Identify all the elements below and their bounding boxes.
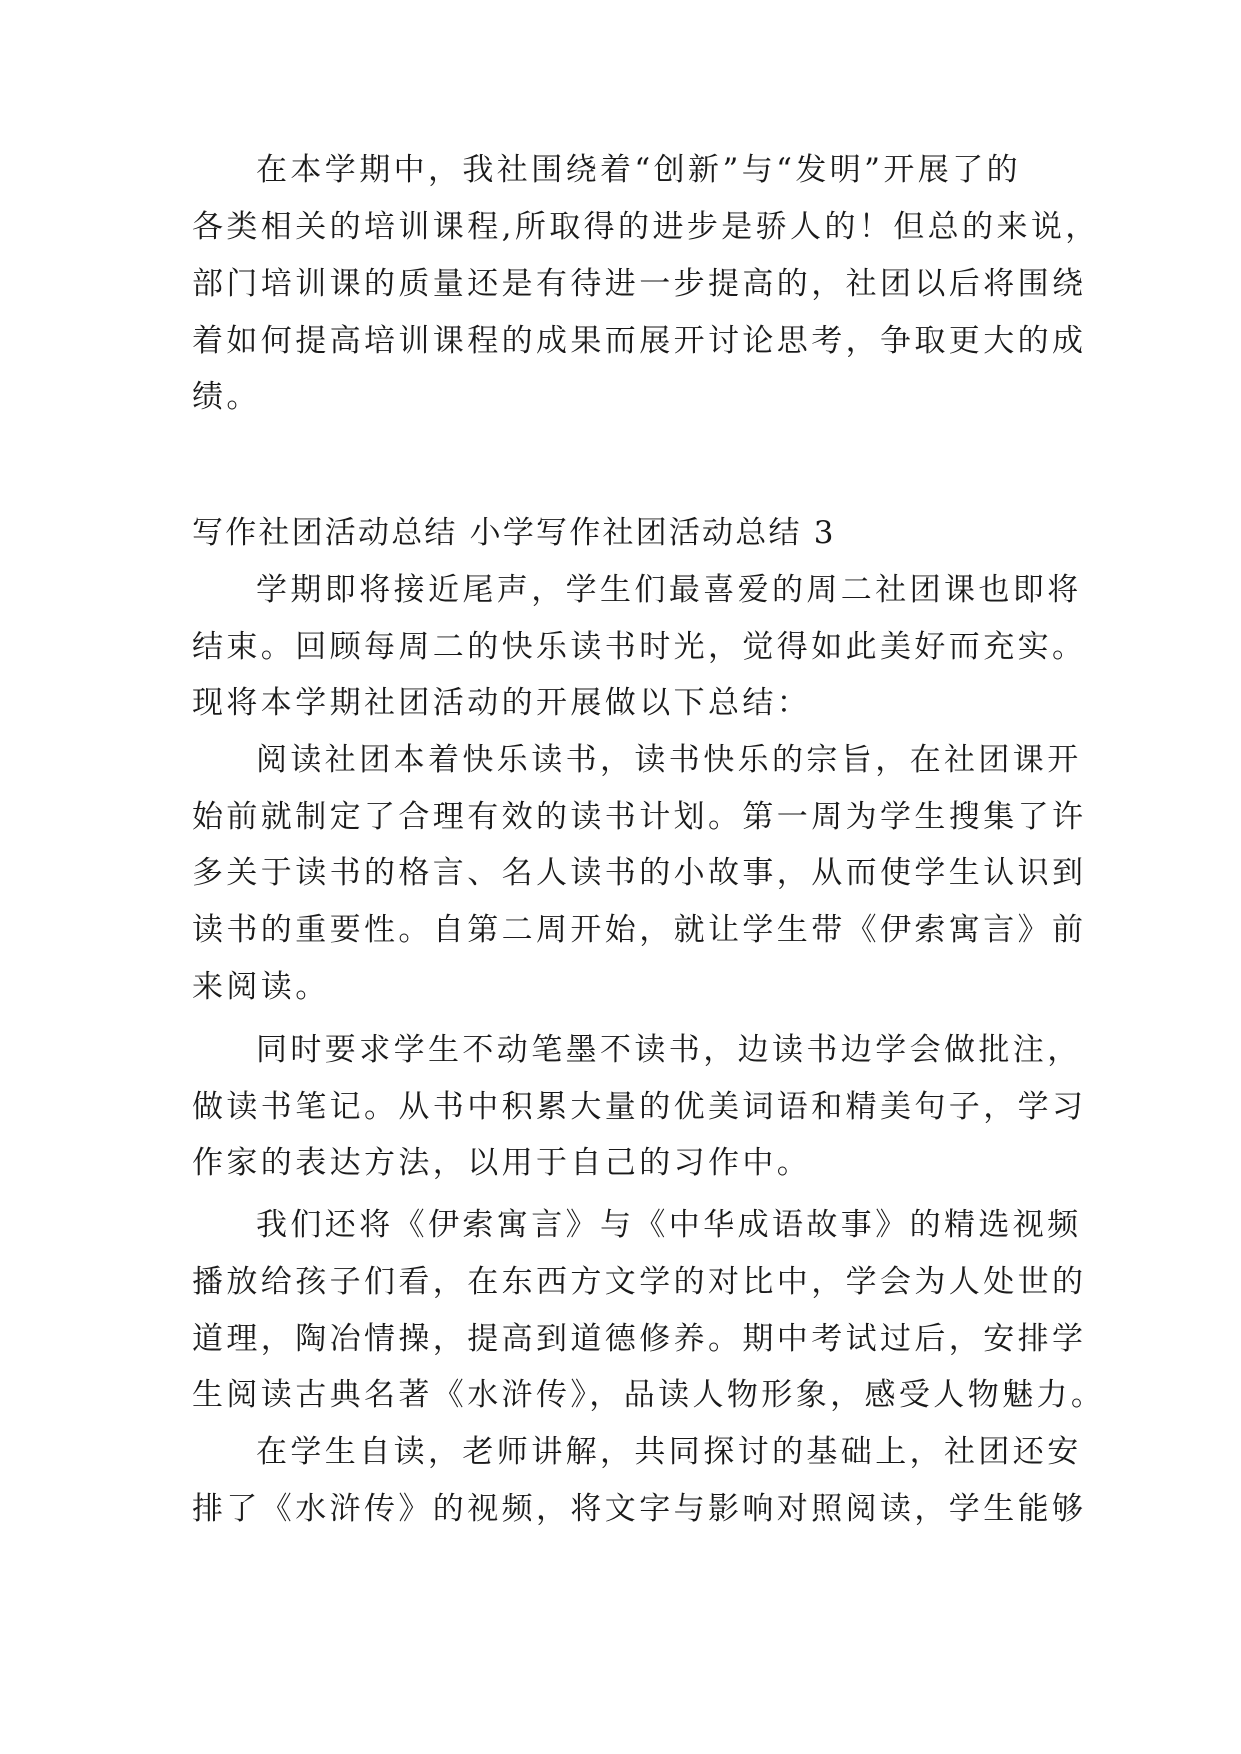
paragraph-4-line-1: 同时要求学生不动笔墨不读书，边读书边学会做批注， xyxy=(256,1032,1082,1068)
paragraph-3-line-5: 来阅读。 xyxy=(192,969,330,1005)
paragraph-4-line-2: 做读书笔记。从书中积累大量的优美词语和精美句子，学习 xyxy=(192,1089,1087,1125)
paragraph-3-line-4: 读书的重要性。自第二周开始，就让学生带《伊索寓言》前 xyxy=(192,912,1087,948)
paragraph-1-line-1: 在本学期中，我社围绕着“创新”与“发明”开展了的 xyxy=(256,152,1021,188)
paragraph-3-line-3: 多关于读书的格言、名人读书的小故事，从而使学生认识到 xyxy=(192,855,1087,891)
paragraph-1-line-2: 各类相关的培训课程,所取得的进步是骄人的！但总的来说， xyxy=(192,209,1100,245)
paragraph-3-line-2: 始前就制定了合理有效的读书计划。第一周为学生搜集了许 xyxy=(192,799,1087,835)
paragraph-1-line-3: 部门培训课的质量还是有待进一步提高的，社团以后将围绕 xyxy=(192,266,1087,302)
paragraph-5-line-4: 生阅读古典名著《水浒传》，品读人物形象，感受人物魅力。 xyxy=(192,1377,1106,1413)
paragraph-4-line-3: 作家的表达方法，以用于自己的习作中。 xyxy=(192,1145,812,1181)
paragraph-5-line-2: 播放给孩子们看，在东西方文学的对比中，学会为人处世的 xyxy=(192,1264,1087,1300)
paragraph-3-line-1: 阅读社团本着快乐读书，读书快乐的宗旨，在社团课开 xyxy=(256,742,1082,778)
paragraph-1-line-5: 绩。 xyxy=(192,379,261,415)
paragraph-5-line-3: 道理，陶冶情操，提高到道德修养。期中考试过后，安排学 xyxy=(192,1321,1087,1357)
paragraph-1-line-4: 着如何提高培训课程的成果而展开讨论思考，争取更大的成 xyxy=(192,323,1087,359)
section-heading: 写作社团活动总结 小学写作社团活动总结 3 xyxy=(192,515,836,551)
paragraph-6-line-2: 排了《水浒传》的视频，将文字与影响对照阅读，学生能够 xyxy=(192,1491,1087,1527)
paragraph-5-line-1: 我们还将《伊索寓言》与《中华成语故事》的精选视频 xyxy=(256,1207,1082,1243)
paragraph-2-line-2: 结束。回顾每周二的快乐读书时光，觉得如此美好而充实。 xyxy=(192,629,1087,665)
paragraph-6-line-1: 在学生自读，老师讲解，共同探讨的基础上，社团还安 xyxy=(256,1434,1082,1470)
paragraph-2-line-1: 学期即将接近尾声，学生们最喜爱的周二社团课也即将 xyxy=(256,572,1082,608)
paragraph-2-line-3: 现将本学期社团活动的开展做以下总结： xyxy=(192,685,812,721)
